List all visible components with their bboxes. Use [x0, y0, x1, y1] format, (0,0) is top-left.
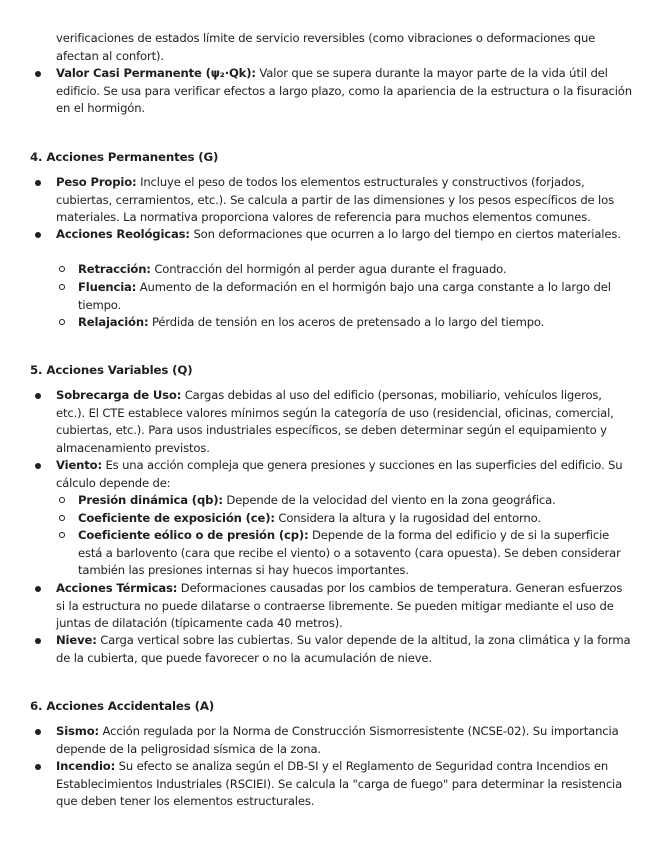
- paragraph-continuation: verificaciones de estados límite de servicio reversibles (como vibraciones o deformaciones que afectan al confort).: [56, 31, 596, 63]
- section-title-6: 6. Acciones Accidentales (A): [30, 699, 215, 713]
- bullet: [35, 463, 41, 469]
- term: Coeficiente eólico o de presión (cp):: [78, 528, 309, 542]
- list-item-nieve: [56, 632, 634, 667]
- definition: Deformaciones causadas por los cambios de temperatura. Generan esfuerzos si la estructura no puede dilatarse o contraerse libremente. Se pueden mitigar mediante el uso de juntas de dilatación (típicamente cada 40 metros).: [56, 581, 623, 630]
- term: Coeficiente de exposición (ce):: [78, 511, 275, 525]
- definition: Acción regulada por la Norma de Construcción Sismorresistente (NCSE-02). Su importancia depende de la peligrosidad sísmica de la zona.: [56, 724, 619, 756]
- term: Peso Propio:: [56, 175, 137, 189]
- definition: Depende de la forma del edificio y de si la superficie está a barlovento (cara que recibe el viento) o a sotavento (cara opuesta). Se deben considerar también las presiones internas si hay huecos importantes.: [78, 528, 621, 577]
- sub-bullet: [59, 497, 65, 503]
- term: Acciones Térmicas:: [56, 581, 178, 595]
- term: Retracción:: [78, 262, 151, 276]
- sub-item-coef-exposicion: [78, 510, 636, 528]
- definition: Aumento de la deformación en el hormigón bajo una carga constante a lo largo del tiempo.: [78, 280, 611, 312]
- bullet: [35, 232, 41, 238]
- list-item-sobrecarga-uso: [56, 387, 634, 457]
- list-item-peso-propio: [56, 174, 634, 227]
- definition: Valor que se supera durante la mayor parte de la vida útil del edificio. Se usa para verificar efectos a largo plazo, como la apariencia de la estructura o la fisuración en el hormigón.: [56, 66, 632, 115]
- definition: Son deformaciones que ocurren a lo largo del tiempo en ciertos materiales.: [189, 227, 621, 241]
- definition: Es una acción compleja que genera presiones y succiones en las superficies del edificio. Su cálculo depende de:: [56, 458, 623, 490]
- definition: Pérdida de tensión en los aceros de pretensado a lo largo del tiempo.: [148, 315, 545, 329]
- definition: Su efecto se analiza según el DB-SI y el Reglamento de Seguridad contra Incendios en Establecimientos Industriales (RSCIEI). Se calcula la "carga de fuego" para determinar la resistencia que deben tener los elementos estructurales.: [56, 759, 623, 808]
- definition: Contracción del hormigón al perder agua durante el fraguado.: [150, 262, 507, 276]
- sub-item-fluencia: [78, 279, 636, 314]
- list-item-casi-permanente: [56, 65, 634, 118]
- sub-item-relajacion: [78, 314, 636, 332]
- bullet: [35, 729, 41, 735]
- term: Relajación:: [78, 315, 149, 329]
- term: Nieve:: [56, 633, 97, 647]
- list-item-incendio: [56, 758, 634, 811]
- sub-item-retraccion: [78, 261, 636, 279]
- list-item-acciones-termicas: [56, 580, 634, 633]
- term: Sismo:: [56, 724, 100, 738]
- bullet: [35, 393, 41, 399]
- sub-bullet: [59, 319, 65, 325]
- sub-bullet: [59, 284, 65, 290]
- definition: Depende de la velocidad del viento en la zona geográfica.: [222, 493, 556, 507]
- bullet: [35, 764, 41, 770]
- definition: Cargas debidas al uso del edificio (personas, mobiliario, vehículos ligeros, etc.). El CTE establece valores mínimos según la categoría de uso (residencial, oficinas, comercial, cubiertas, etc.). Para usos industriales específicos, se deben determinar según el equipamiento y almacenamiento previstos.: [56, 388, 614, 455]
- bullet: [35, 180, 41, 186]
- definition: Carga vertical sobre las cubiertas. Su valor depende de la altitud, la zona climática y la forma de la cubierta, que puede favorecer o no la acumulación de nieve.: [56, 633, 631, 665]
- sub-bullet: [59, 266, 65, 272]
- definition: Incluye el peso de todos los elementos estructurales y constructivos (forjados, cubiertas, cerramientos, etc.). Se calcula a partir de las dimensiones y los pesos específicos de los materiales. La normativa proporciona valores de referencia para muchos elementos comunes.: [56, 175, 614, 224]
- term: Fluencia:: [78, 280, 137, 294]
- section-title-4: 4. Acciones Permanentes (G): [30, 150, 219, 164]
- term: Presión dinámica (qb):: [78, 493, 223, 507]
- term: Viento:: [56, 458, 102, 472]
- term: Sobrecarga de Uso:: [56, 388, 182, 402]
- sub-item-coef-eolico: [78, 527, 636, 580]
- section-title-5: 5. Acciones Variables (Q): [30, 363, 193, 377]
- definition: Considera la altura y la rugosidad del entorno.: [274, 511, 541, 525]
- bullet: [35, 638, 41, 644]
- list-item-acciones-reologicas: [56, 226, 634, 244]
- list-item-sismo: [56, 723, 634, 758]
- list-item-viento: [56, 457, 634, 492]
- bullet: [35, 586, 41, 592]
- term: Incendio:: [56, 759, 116, 773]
- term: Acciones Reológicas:: [56, 227, 190, 241]
- sub-bullet: [59, 532, 65, 538]
- bullet: [35, 71, 41, 77]
- sub-bullet: [59, 515, 65, 521]
- sub-item-presion-dinamica: [78, 492, 636, 510]
- term: Valor Casi Permanente (ψ₂·Qk):: [56, 66, 256, 80]
